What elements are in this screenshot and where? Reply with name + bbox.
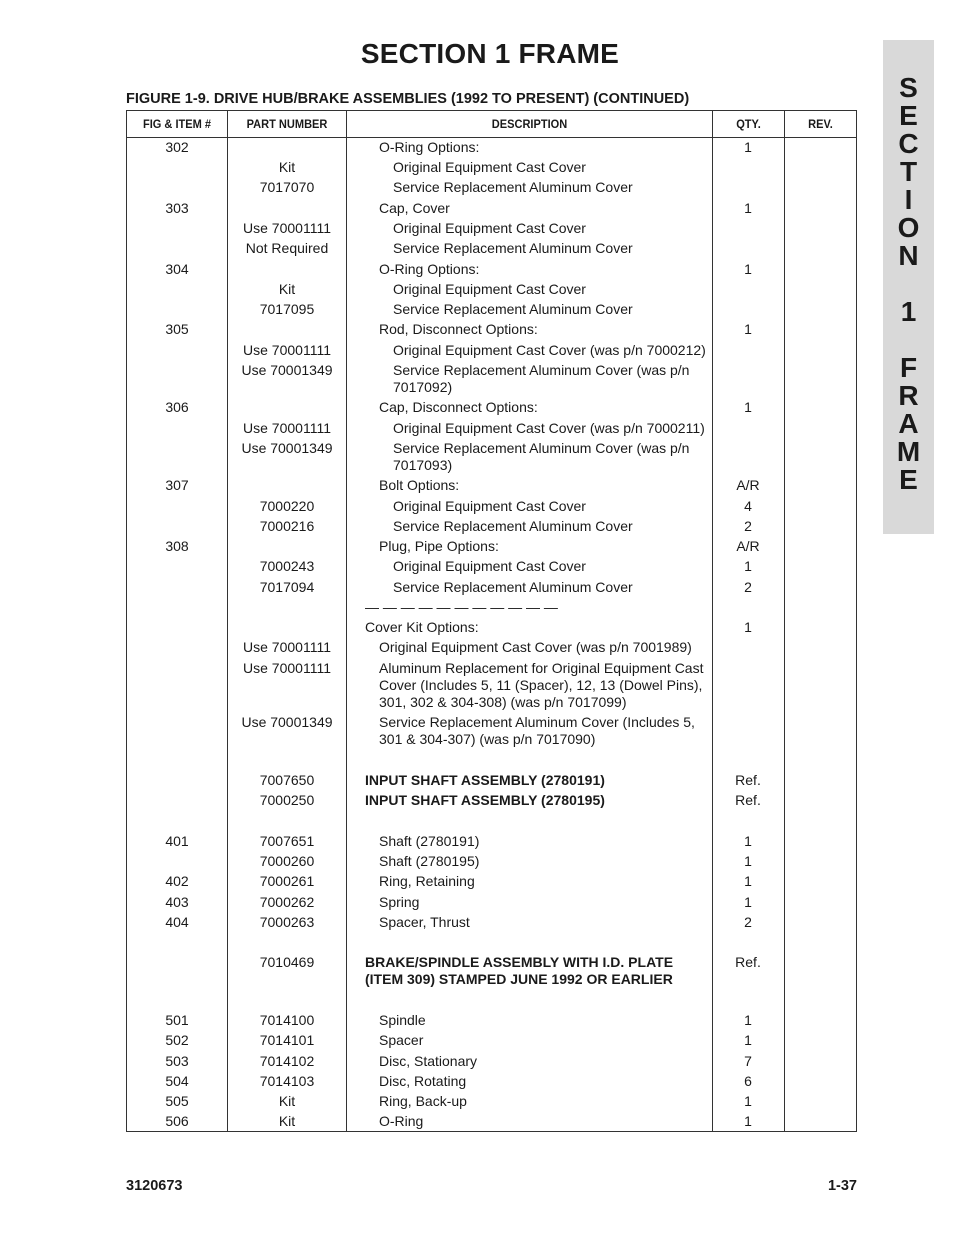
part-number: Kit — [278, 1093, 296, 1109]
section-side-tab — [883, 40, 934, 534]
header-divider — [127, 137, 856, 138]
fig-item-number: 302 — [165, 139, 189, 155]
fig-item-number: 305 — [165, 321, 189, 337]
part-number: 7007651 — [259, 833, 315, 849]
part-number: 7014103 — [259, 1073, 315, 1089]
part-description: Original Equipment Cast Cover (was p/n 7000212) — [393, 342, 706, 358]
part-description: Original Equipment Cast Cover — [393, 220, 586, 236]
part-description: Original Equipment Cast Cover — [393, 558, 586, 574]
part-description: Service Replacement Aluminum Cover (Includes 5, 301 & 304-307) (was p/n 7017090) — [379, 714, 695, 747]
part-description: Disc, Rotating — [379, 1073, 467, 1089]
part-number: Use 70001349 — [241, 362, 333, 378]
quantity: 7 — [744, 1053, 752, 1069]
quantity: Ref. — [735, 792, 761, 808]
part-description: Cap, Cover — [379, 200, 450, 216]
part-description: O-Ring Options: — [379, 261, 480, 277]
part-description: O-Ring Options: — [379, 139, 480, 155]
quantity: 1 — [744, 200, 752, 216]
header-qty: QTY. — [736, 117, 761, 131]
side-tab-letter: O — [897, 212, 920, 243]
fig-item-number: 402 — [165, 873, 189, 889]
quantity: 1 — [744, 1032, 752, 1048]
part-number: 7010469 — [259, 954, 315, 970]
side-tab-letter: E — [899, 100, 918, 131]
side-tab-letter: I — [904, 184, 913, 215]
figure-title: FIGURE 1-9. DRIVE HUB/BRAKE ASSEMBLIES (1992 TO PRESENT) (CONTINUED) — [126, 91, 690, 107]
part-number: Kit — [278, 159, 296, 175]
part-number: 7000216 — [259, 518, 315, 534]
part-number: Not Required — [245, 240, 329, 256]
fig-item-number: 401 — [165, 833, 189, 849]
part-description: Original Equipment Cast Cover (was p/n 7000211) — [393, 420, 705, 436]
part-description: Aluminum Replacement for Original Equipment Cast Cover (Includes 5, 11 (Spacer), 12, 13 (Dowel Pins), 301, 302 & 304-308) (was p/n 7017099) — [379, 660, 704, 710]
part-number: Use 70001349 — [241, 714, 333, 730]
part-number: Kit — [278, 1113, 296, 1129]
quantity: 1 — [744, 399, 752, 415]
fig-item-number: 504 — [165, 1073, 189, 1089]
quantity: 1 — [744, 833, 752, 849]
part-description: Original Equipment Cast Cover — [393, 498, 586, 514]
part-number: Kit — [278, 281, 296, 297]
part-number: Use 70001111 — [243, 660, 331, 676]
part-description: — — — — — — — — — — — — [365, 599, 558, 615]
part-description: Plug, Pipe Options: — [379, 538, 499, 554]
part-description: Rod, Disconnect Options: — [379, 321, 538, 337]
part-description: Shaft (2780195) — [379, 853, 480, 869]
part-number: 7007650 — [259, 772, 315, 788]
part-number: 7000220 — [259, 498, 315, 514]
fig-item-number: 304 — [165, 261, 189, 277]
part-number: 7014100 — [259, 1012, 315, 1028]
part-description: Original Equipment Cast Cover — [393, 281, 586, 297]
side-tab-letter: N — [898, 240, 919, 271]
header-fig: FIG & ITEM # — [142, 117, 212, 131]
part-description: Spindle — [379, 1012, 426, 1028]
quantity: 1 — [744, 1012, 752, 1028]
fig-item-number: 502 — [165, 1032, 189, 1048]
side-tab-letter: A — [898, 408, 919, 439]
page-title: SECTION 1 FRAME — [360, 38, 620, 69]
header-description: DESCRIPTION — [491, 117, 568, 131]
parts-table — [126, 110, 857, 1132]
column-divider — [784, 111, 785, 1131]
quantity: 2 — [744, 579, 752, 595]
part-description: INPUT SHAFT ASSEMBLY (2780191) — [365, 772, 605, 788]
header-part-number: PART NUMBER — [246, 117, 328, 131]
part-number: 7014101 — [259, 1032, 315, 1048]
part-number: 7000263 — [259, 914, 315, 930]
part-description: Spacer, Thrust — [379, 914, 470, 930]
part-number: Use 70001111 — [243, 342, 331, 358]
part-description: Ring, Retaining — [379, 873, 475, 889]
part-description: Service Replacement Aluminum Cover — [393, 579, 633, 595]
part-description: Spacer — [379, 1032, 424, 1048]
fig-item-number: 403 — [165, 894, 189, 910]
quantity: 1 — [744, 139, 752, 155]
fig-item-number: 501 — [165, 1012, 189, 1028]
part-description: Spring — [379, 894, 420, 910]
part-description: Original Equipment Cast Cover (was p/n 7001989) — [379, 639, 692, 655]
fig-item-number: 308 — [165, 538, 189, 554]
part-number: Use 70001111 — [243, 420, 331, 436]
part-description: Original Equipment Cast Cover — [393, 159, 586, 175]
side-tab-letter: S — [899, 72, 918, 103]
column-divider — [227, 111, 228, 1131]
column-divider — [346, 111, 347, 1131]
part-description: Cap, Disconnect Options: — [379, 399, 538, 415]
part-description: Service Replacement Aluminum Cover — [393, 518, 633, 534]
side-tab-letter: 1 — [900, 296, 917, 327]
header-rev: REV. — [808, 117, 833, 131]
part-description: Service Replacement Aluminum Cover (was p/n 7017092) — [393, 362, 690, 395]
side-tab-letter: F — [899, 352, 918, 383]
quantity: 1 — [744, 619, 752, 635]
document-number: 3120673 — [126, 1178, 183, 1194]
quantity: 1 — [744, 873, 752, 889]
part-number: 7017070 — [259, 179, 315, 195]
part-description: Service Replacement Aluminum Cover — [393, 179, 633, 195]
part-description: O-Ring — [379, 1113, 424, 1129]
quantity: 1 — [744, 558, 752, 574]
part-number: 7017094 — [259, 579, 315, 595]
part-description: BRAKE/SPINDLE ASSEMBLY WITH I.D. PLATE (ITEM 309) STAMPED JUNE 1992 OR EARLIER — [365, 954, 674, 987]
part-number: Use 70001111 — [243, 220, 331, 236]
fig-item-number: 506 — [165, 1113, 189, 1129]
quantity: 1 — [744, 261, 752, 277]
quantity: Ref. — [735, 772, 761, 788]
quantity: A/R — [736, 538, 760, 554]
part-number: Use 70001349 — [241, 440, 333, 456]
side-tab-letter: M — [896, 436, 921, 467]
fig-item-number: 505 — [165, 1093, 189, 1109]
part-number: 7014102 — [259, 1053, 315, 1069]
part-number: 7000243 — [259, 558, 315, 574]
part-description: Service Replacement Aluminum Cover (was p/n 7017093) — [393, 440, 690, 473]
quantity: 1 — [744, 894, 752, 910]
part-number: Use 70001111 — [243, 639, 331, 655]
part-description: Service Replacement Aluminum Cover — [393, 240, 633, 256]
part-description: Service Replacement Aluminum Cover — [393, 301, 633, 317]
quantity: 2 — [744, 518, 752, 534]
part-description: Shaft (2780191) — [379, 833, 480, 849]
quantity: 1 — [744, 321, 752, 337]
page-number: 1-37 — [827, 1178, 857, 1194]
quantity: Ref. — [735, 954, 761, 970]
quantity: 1 — [744, 853, 752, 869]
side-tab-letter: E — [899, 464, 918, 495]
part-number: 7017095 — [259, 301, 315, 317]
quantity: 1 — [744, 1113, 752, 1129]
fig-item-number: 404 — [165, 914, 189, 930]
fig-item-number: 306 — [165, 399, 189, 415]
part-number: 7000250 — [259, 792, 315, 808]
quantity: A/R — [736, 477, 760, 493]
part-number: 7000261 — [259, 873, 315, 889]
fig-item-number: 503 — [165, 1053, 189, 1069]
part-number: 7000260 — [259, 853, 315, 869]
fig-item-number: 303 — [165, 200, 189, 216]
part-description: INPUT SHAFT ASSEMBLY (2780195) — [365, 792, 605, 808]
quantity: 4 — [744, 498, 752, 514]
quantity: 2 — [744, 914, 752, 930]
part-description: Cover Kit Options: — [365, 619, 479, 635]
part-description: Ring, Back-up — [379, 1093, 467, 1109]
quantity: 6 — [744, 1073, 752, 1089]
side-tab-letter: T — [899, 156, 918, 187]
part-description: Bolt Options: — [379, 477, 460, 493]
side-tab-letter: C — [898, 128, 919, 159]
part-number: 7000262 — [259, 894, 315, 910]
part-description: Disc, Stationary — [379, 1053, 478, 1069]
quantity: 1 — [744, 1093, 752, 1109]
side-tab-letter: R — [898, 380, 919, 411]
fig-item-number: 307 — [165, 477, 189, 493]
